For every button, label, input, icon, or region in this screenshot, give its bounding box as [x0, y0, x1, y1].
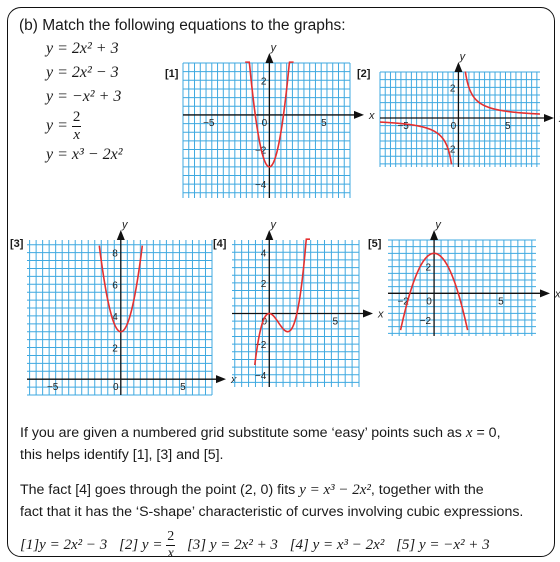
x-tick-label: 5 — [332, 316, 339, 328]
y-axis-arrow — [454, 62, 462, 72]
grid-lines — [27, 240, 212, 395]
explanation-text: , together with the — [370, 482, 484, 498]
graph-5 — [384, 219, 560, 348]
x-tick-label: 5 — [498, 296, 504, 308]
y-tick-label: −4 — [254, 180, 267, 192]
x-axis-arrow — [354, 111, 364, 119]
explanation-text: The fact [4] goes through the point (2, 0) fits — [20, 482, 300, 498]
equation-4 — [46, 110, 81, 143]
graph-4 — [228, 219, 384, 399]
equation-4-lhs: y = — [46, 117, 68, 135]
y-axis-arrow — [265, 230, 273, 240]
x-tick-label: 0 — [261, 316, 268, 328]
x-tick-label: 0 — [113, 382, 119, 394]
explanation-line-3 — [20, 479, 484, 501]
x-tick-label: 5 — [180, 382, 186, 394]
x-axis-label: x — [555, 288, 560, 301]
y-tick-label: 2 — [449, 83, 456, 95]
grid-lines — [183, 63, 350, 198]
y-axis-label: y — [122, 219, 128, 231]
grid-lines — [380, 72, 540, 167]
explanation-line-2: this helps identify [1], [3] and [5]. — [20, 447, 224, 463]
equation-4-denominator: x — [73, 127, 80, 143]
explanation-variable: x — [465, 425, 473, 441]
y-axis-arrow — [117, 230, 125, 240]
y-tick-label: 2 — [260, 278, 267, 290]
answer-2-fraction — [166, 530, 175, 561]
x-tick-label: 5 — [504, 120, 511, 132]
y-tick-label: 2 — [260, 76, 267, 88]
y-tick-label: 8 — [112, 248, 118, 260]
x-axis-label: x — [369, 109, 375, 122]
graph-1-label: [1] — [165, 68, 179, 80]
grid-lines — [388, 240, 536, 336]
explanation-equation: y = x³ − 2x² — [299, 482, 371, 498]
y-tick-label: 4 — [260, 248, 267, 260]
graph-2 — [376, 51, 556, 179]
answer-5: [5] y = −x² + 3 — [396, 536, 490, 553]
explanation-text: = 0, — [472, 425, 501, 441]
y-axis-label: y — [270, 219, 277, 231]
answer-line — [20, 530, 490, 561]
y-axis-label: y — [459, 51, 466, 63]
x-tick-label: −5 — [397, 120, 409, 132]
explanation-line-4: fact that it has the ‘S-shape’ characteristic of curves involving cubic expressions. — [20, 504, 524, 520]
explanation-line-1 — [20, 422, 501, 444]
y-axis-arrow — [430, 230, 438, 240]
equation-5: y = x³ − 2x² — [46, 146, 123, 163]
y-tick-label: −2 — [254, 145, 267, 157]
x-axis-arrow — [540, 289, 550, 297]
answer-3: [3] y = 2x² + 3 — [186, 536, 278, 553]
x-axis-arrow — [544, 114, 554, 122]
y-axis-arrow — [265, 53, 273, 63]
x-axis-label: x — [378, 308, 384, 321]
equation-4-fraction — [72, 110, 82, 143]
x-tick-label: −2 — [397, 296, 409, 308]
equation-2: y = 2x² − 3 — [46, 64, 119, 81]
x-tick-label: 0 — [426, 296, 432, 308]
graph-5-label: [5] — [368, 238, 382, 250]
x-tick-label: 0 — [261, 117, 268, 129]
x-tick-label: 0 — [450, 120, 457, 132]
graph-4-label: [4] — [213, 238, 227, 250]
graph-3-label: [3] — [10, 238, 24, 250]
answer-1: [1]y = 2x² − 3 — [20, 536, 108, 553]
x-axis-label: x — [231, 374, 237, 387]
x-axis-arrow — [363, 310, 373, 318]
graph-3 — [23, 219, 237, 407]
equation-4-numerator: 2 — [72, 109, 81, 125]
graph-1 — [179, 42, 375, 210]
x-axis-arrow — [216, 375, 226, 383]
y-tick-label: −2 — [254, 340, 267, 352]
y-axis-label: y — [270, 42, 277, 54]
answer-4: [4] y = x³ − 2x² — [289, 536, 385, 553]
y-tick-label: 2 — [112, 343, 118, 355]
y-tick-label: −4 — [254, 370, 267, 382]
equation-1: y = 2x² + 3 — [46, 40, 119, 57]
question-heading: (b) Match the following equations to the graphs: — [19, 17, 346, 34]
y-axis-label: y — [435, 219, 441, 231]
y-tick-label: 2 — [425, 262, 432, 274]
answer-2-numerator: 2 — [167, 529, 175, 544]
x-tick-label: 5 — [321, 117, 327, 129]
y-tick-label: 6 — [112, 280, 118, 292]
answer-2-denominator: x — [167, 546, 174, 561]
answer-2-lhs: [2] y = — [118, 536, 163, 553]
x-tick-label: −5 — [203, 117, 215, 129]
x-tick-label: −5 — [46, 382, 59, 394]
y-tick-label: 4 — [112, 311, 118, 323]
equation-3: y = −x² + 3 — [46, 88, 122, 105]
y-tick-label: −2 — [444, 144, 456, 156]
graph-2-label: [2] — [357, 68, 371, 80]
curve-2-over-x — [465, 72, 540, 115]
explanation-text: If you are given a numbered grid substitute some ‘easy’ points such as — [20, 425, 466, 441]
y-tick-label: −2 — [419, 316, 432, 327]
